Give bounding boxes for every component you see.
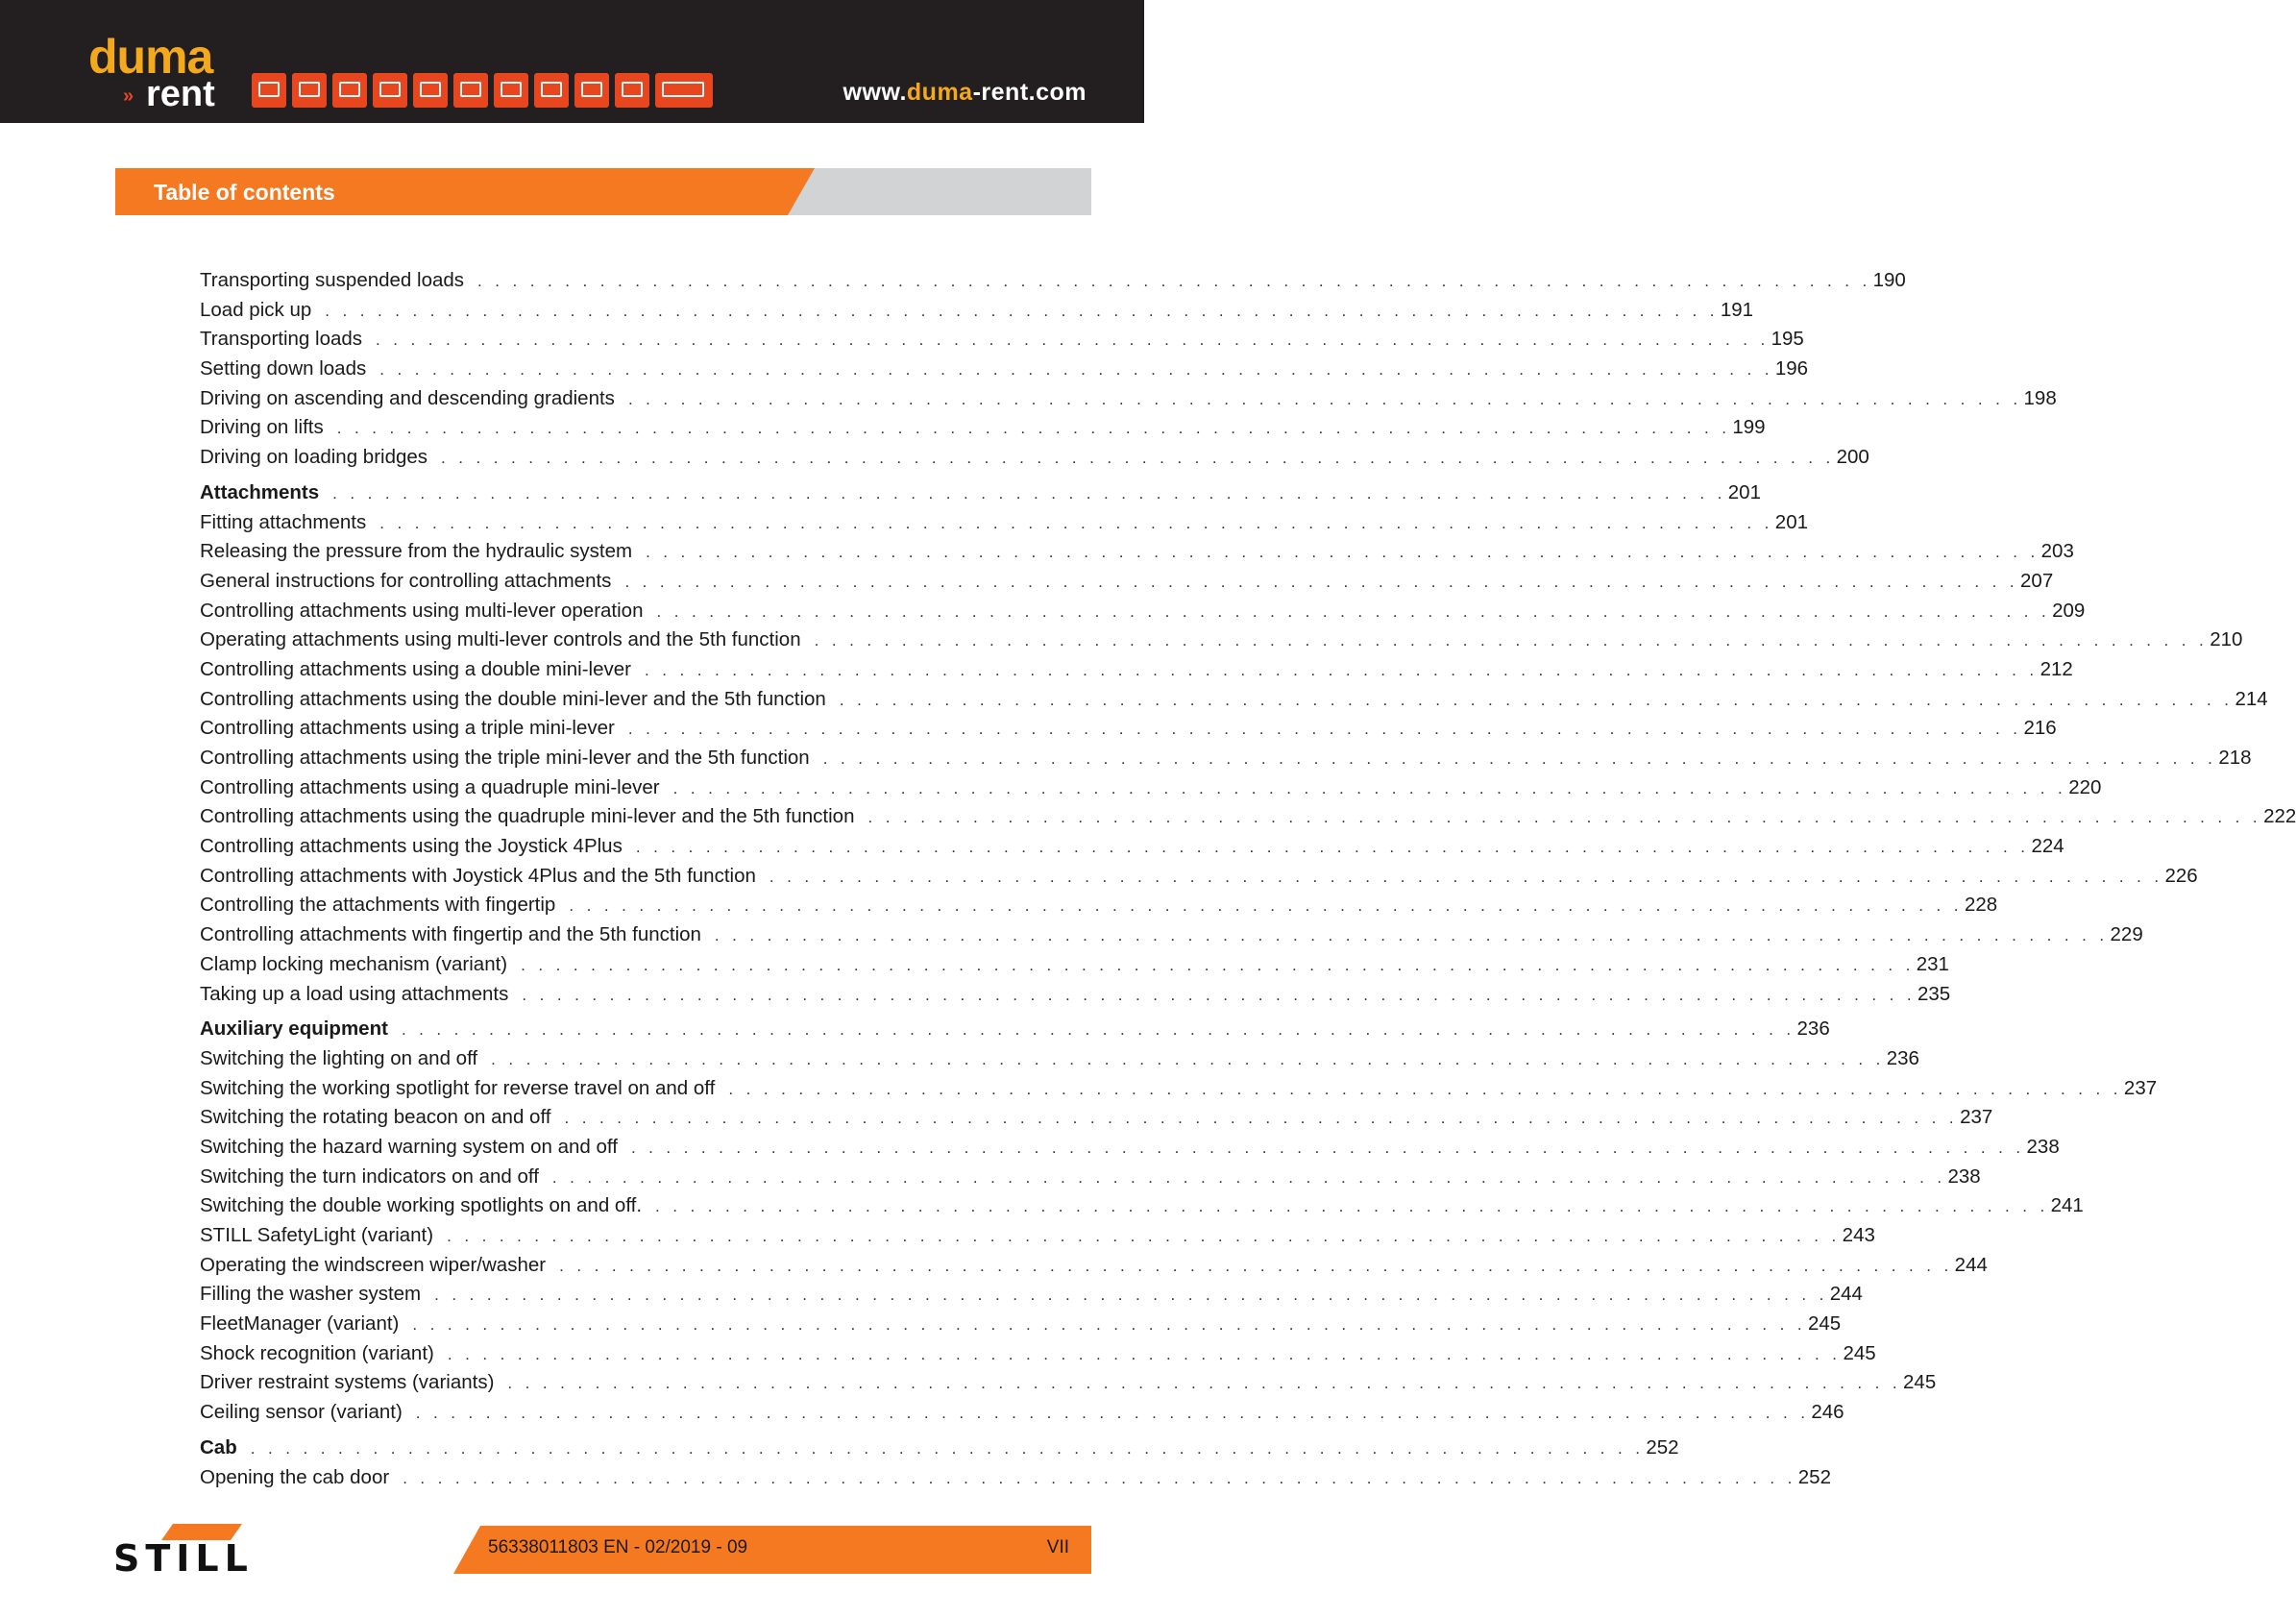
toc-entry[interactable] — [200, 714, 2057, 744]
toc-dot-leader: . . . . . . . . . . . . . . . . . . . . . . . . . . . . . . . . . . . . . . . . . . . . . . . . . . . . . . . . . . . . . . . . . . . . . . . . . . . . . . . . — [441, 449, 1835, 468]
logo-duma-text: duma — [88, 30, 213, 84]
toc-entry-page: 236 — [1796, 1017, 1830, 1041]
document-id: 56338011803 EN - 02/2019 - 09 — [488, 1537, 748, 1557]
toc-dot-leader: . . . . . . . . . . . . . . . . . . . . . . . . . . . . . . . . . . . . . . . . . . . . . . . . . . . . . . . . . . . . . . . . . . . . . . . . . . . . . . . . — [325, 301, 1719, 320]
logo-rent-text: rent — [146, 74, 215, 114]
toc-entry-title: Controlling the attachments with fingertip — [200, 894, 556, 917]
toc-dot-leader: . . . . . . . . . . . . . . . . . . . . . . . . . . . . . . . . . . . . . . . . . . . . . . . . . . . . . . . . . . . . . . . . . . . . . . . . . . . . . . . . — [551, 1167, 1946, 1187]
toc-entry-page: 201 — [1727, 480, 1761, 503]
telehandler-icon — [574, 73, 609, 108]
platform-lift-icon — [494, 73, 528, 108]
sweeper-icon — [453, 73, 488, 108]
toc-entry[interactable] — [200, 597, 2086, 626]
order-picker-icon — [373, 73, 407, 108]
toc-entry-page: 191 — [1720, 298, 1754, 321]
section-banner — [115, 168, 1091, 215]
toc-dot-leader: . . . . . . . . . . . . . . . . . . . . . . . . . . . . . . . . . . . . . . . . . . . . . . . . . . . . . . . . . . . . . . . . . . . . . . . . . . . . . . . . — [630, 1138, 2025, 1157]
toc-entry[interactable] — [200, 1191, 2084, 1221]
toc-entry-title: Switching the working spotlight for reverse travel on and off — [200, 1076, 716, 1099]
toc-entry[interactable] — [200, 685, 2268, 715]
toc-dot-leader: . . . . . . . . . . . . . . . . . . . . . . . . . . . . . . . . . . . . . . . . . . . . . . . . . . . . . . . . . . . . . . . . . . . . . . . . . . . . . . . . — [412, 1315, 1806, 1335]
toc-dot-leader: . . . . . . . . . . . . . . . . . . . . . . . . . . . . . . . . . . . . . . . . . . . . . . . . . . . . . . . . . . . . . . . . . . . . . . . . . . . . . . . . — [522, 985, 1916, 1004]
toc-entry-title: STILL SafetyLight (variant) — [200, 1224, 434, 1246]
tractor-icon — [413, 73, 448, 108]
toc-dot-leader: . . . . . . . . . . . . . . . . . . . . . . . . . . . . . . . . . . . . . . . . . . . . . . . . . . . . . . . . . . . . . . . . . . . . . . . . . . . . . . . . — [564, 1109, 1959, 1128]
still-logo — [113, 1524, 296, 1578]
toc-entry[interactable] — [200, 950, 1949, 980]
toc-entry[interactable] — [200, 413, 1766, 443]
duma-rent-logo[interactable] — [88, 30, 232, 114]
toc-entry-page: 201 — [1774, 510, 1809, 533]
toc-entry-page: 245 — [1903, 1371, 1937, 1394]
toc-entry-page: 244 — [1829, 1283, 1863, 1306]
toc-dot-leader: . . . . . . . . . . . . . . . . . . . . . . . . . . . . . . . . . . . . . . . . . . . . . . . . . . . . . . . . . . . . . . . . . . . . . . . . . . . . . . . . — [434, 1286, 1828, 1305]
toc-entry-title: Fitting attachments — [200, 510, 367, 533]
toc-entry-title: Shock recognition (variant) — [200, 1341, 434, 1364]
toc-entry-title: Driving on ascending and descending gradients — [200, 386, 615, 409]
toc-entry-page: 252 — [1797, 1465, 1831, 1488]
toc-entry[interactable] — [200, 1103, 1993, 1133]
toc-dot-leader: . . . . . . . . . . . . . . . . . . . . . . . . . . . . . . . . . . . . . . . . . . . . . . . . . . . . . . . . . . . . . . . . . . . . . . . . . . . . . . . . — [559, 1256, 1953, 1275]
toc-entry-page: 228 — [1964, 894, 1998, 917]
page-title: Table of contents — [154, 180, 335, 205]
toc-entry-page: 216 — [2023, 717, 2057, 740]
toc-entry-title: Setting down loads — [200, 357, 367, 380]
toc-dot-leader: . . . . . . . . . . . . . . . . . . . . . . . . . . . . . . . . . . . . . . . . . . . . . . . . . . . . . . . . . . . . . . . . . . . . . . . . . . . . . . . . — [415, 1404, 1810, 1423]
toc-dot-leader: . . . . . . . . . . . . . . . . . . . . . . . . . . . . . . . . . . . . . . . . . . . . . . . . . . . . . . . . . . . . . . . . . . . . . . . . . . . . . . . . — [635, 838, 2030, 857]
machine-icon-strip — [252, 73, 713, 108]
toc-entry-title: Switching the rotating beacon on and off — [200, 1106, 551, 1129]
toc-dot-leader: . . . . . . . . . . . . . . . . . . . . . . . . . . . . . . . . . . . . . . . . . . . . . . . . . . . . . . . . . . . . . . . . . . . . . . . . . . . . . . . . — [403, 1468, 1796, 1487]
toc-dot-leader: . . . . . . . . . . . . . . . . . . . . . . . . . . . . . . . . . . . . . . . . . . . . . . . . . . . . . . . . . . . . . . . . . . . . . . . . . . . . . . . . — [491, 1049, 1885, 1068]
table-of-contents — [200, 266, 2296, 1492]
toc-entry-title: Controlling attachments using multi-lever operation — [200, 599, 644, 622]
toc-entry-title: Auxiliary equipment — [200, 1017, 388, 1041]
toc-entry-page: 218 — [2218, 747, 2252, 769]
toc-dot-leader: . . . . . . . . . . . . . . . . . . . . . . . . . . . . . . . . . . . . . . . . . . . . . . . . . . . . . . . . . . . . . . . . . . . . . . . . . . . . . . . . — [769, 867, 2163, 886]
forklift-icon — [252, 73, 286, 108]
toc-entry-page: 196 — [1774, 357, 1809, 380]
toc-entry[interactable] — [200, 1074, 2158, 1104]
toc-dot-leader: . . . . . . . . . . . . . . . . . . . . . . . . . . . . . . . . . . . . . . . . . . . . . . . . . . . . . . . . . . . . . . . . . . . . . . . . . . . . . . . . — [672, 778, 2067, 797]
toc-entry-title: Attachments — [200, 480, 320, 503]
toc-entry[interactable] — [200, 1133, 2060, 1163]
website-url[interactable]: www.duma-rent.com — [843, 79, 1087, 106]
toc-entry-title: Controlling attachments using a quadruple mini-lever — [200, 775, 660, 798]
toc-entry-title: Load pick up — [200, 298, 312, 321]
toc-entry-title: Controlling attachments using the triple mini-lever and the 5th function — [200, 747, 810, 769]
toc-entry[interactable] — [200, 832, 2064, 862]
toc-entry-page: 241 — [2050, 1194, 2084, 1217]
logo-chevron-icon: » — [123, 86, 134, 107]
toc-entry-title: Controlling attachments using a double mini-lever — [200, 657, 631, 680]
toc-entry[interactable] — [200, 744, 2252, 773]
toc-entry-page: 198 — [2023, 386, 2057, 409]
toc-entry-page: 220 — [2068, 775, 2102, 798]
toc-entry-page: 195 — [1771, 328, 1804, 351]
toc-dot-leader: . . . . . . . . . . . . . . . . . . . . . . . . . . . . . . . . . . . . . . . . . . . . . . . . . . . . . . . . . . . . . . . . . . . . . . . . . . . . . . . . — [447, 1344, 1842, 1363]
toc-entry[interactable] — [200, 655, 2073, 685]
toc-entry-title: Controlling attachments using a triple mini-lever — [200, 717, 615, 740]
toc-entry-title: Switching the turn indicators on and off — [200, 1164, 539, 1188]
toc-entry-title: Operating the windscreen wiper/washer — [200, 1253, 547, 1276]
toc-entry-title: Controlling attachments using the double mini-lever and the 5th function — [200, 687, 826, 710]
toc-entry[interactable] — [200, 537, 2074, 567]
toc-entry-page: 210 — [2210, 628, 2243, 651]
toc-entry[interactable] — [200, 1251, 1988, 1281]
toc-entry[interactable] — [200, 802, 2296, 832]
toc-entry-page: 245 — [1807, 1312, 1842, 1336]
toc-entry-page: 244 — [1954, 1253, 1988, 1276]
toc-dot-leader: . . . . . . . . . . . . . . . . . . . . . . . . . . . . . . . . . . . . . . . . . . . . . . . . . . . . . . . . . . . . . . . . . . . . . . . . . . . . . . . . — [250, 1438, 1645, 1458]
toc-entry-title: Taking up a load using attachments — [200, 982, 509, 1005]
pallet-stacker-icon — [332, 73, 367, 108]
toc-entry-title: Controlling attachments with fingertip and the 5th function — [200, 923, 701, 946]
toc-entry-page: 207 — [2020, 569, 2054, 592]
toc-entry-title: Controlling attachments using the Joystick 4Plus — [200, 835, 623, 858]
toc-entry[interactable] — [200, 355, 1809, 384]
toc-entry-title: Releasing the pressure from the hydraulic system — [200, 540, 633, 563]
boom-lift-icon — [615, 73, 649, 108]
toc-entry-page: 226 — [2164, 864, 2198, 887]
toc-entry-page: 229 — [2110, 923, 2143, 946]
toc-entry-page: 245 — [1843, 1341, 1876, 1364]
toc-dot-leader: . . . . . . . . . . . . . . . . . . . . . . . . . . . . . . . . . . . . . . . . . . . . . . . . . . . . . . . . . . . . . . . . . . . . . . . . . . . . . . . . — [814, 631, 2209, 650]
toc-entry-title: General instructions for controlling attachments — [200, 569, 612, 592]
toc-entry[interactable] — [200, 1368, 1937, 1398]
toc-entry-title: Switching the hazard warning system on and off — [200, 1135, 618, 1158]
toc-dot-leader: . . . . . . . . . . . . . . . . . . . . . . . . . . . . . . . . . . . . . . . . . . . . . . . . . . . . . . . . . . . . . . . . . . . . . . . . . . . . . . . . — [728, 1079, 2122, 1098]
page-header — [0, 0, 1144, 123]
toc-dot-leader: . . . . . . . . . . . . . . . . . . . . . . . . . . . . . . . . . . . . . . . . . . . . . . . . . . . . . . . . . . . . . . . . . . . . . . . . . . . . . . . . — [822, 749, 2217, 768]
toc-entry-page: 209 — [2052, 599, 2086, 622]
toc-entry-title: Driver restraint systems (variants) — [200, 1371, 495, 1394]
toc-entry-title: Driving on loading bridges — [200, 446, 428, 469]
toc-entry-title: Filling the washer system — [200, 1283, 422, 1306]
toc-entry-title: Controlling attachments using the quadruple mini-lever and the 5th function — [200, 805, 855, 828]
toc-entry[interactable] — [200, 1163, 1981, 1192]
toc-dot-leader: . . . . . . . . . . . . . . . . . . . . . . . . . . . . . . . . . . . . . . . . . . . . . . . . . . . . . . . . . . . . . . . . . . . . . . . . . . . . . . . . — [644, 660, 2039, 679]
toc-entry-title: Switching the lighting on and off — [200, 1046, 478, 1069]
scissor-lift-icon — [655, 73, 713, 108]
toc-entry-title: Cab — [200, 1435, 237, 1459]
toc-entry-title: Operating attachments using multi-lever controls and the 5th function — [200, 628, 801, 651]
toc-entry[interactable] — [200, 625, 2243, 655]
toc-dot-leader: . . . . . . . . . . . . . . . . . . . . . . . . . . . . . . . . . . . . . . . . . . . . . . . . . . . . . . . . . . . . . . . . . . . . . . . . . . . . . . . . — [627, 720, 2022, 739]
toc-entry[interactable] — [200, 443, 1869, 473]
toc-dot-leader: . . . . . . . . . . . . . . . . . . . . . . . . . . . . . . . . . . . . . . . . . . . . . . . . . . . . . . . . . . . . . . . . . . . . . . . . . . . . . . . . — [507, 1374, 1902, 1393]
toc-entry-page: 238 — [1947, 1164, 1981, 1188]
toc-dot-leader: . . . . . . . . . . . . . . . . . . . . . . . . . . . . . . . . . . . . . . . . . . . . . . . . . . . . . . . . . . . . . . . . . . . . . . . . . . . . . . . . — [376, 331, 1770, 350]
toc-entry-page: 231 — [1916, 952, 1949, 975]
toc-entry[interactable] — [200, 325, 1804, 355]
toc-dot-leader: . . . . . . . . . . . . . . . . . . . . . . . . . . . . . . . . . . . . . . . . . . . . . . . . . . . . . . . . . . . . . . . . . . . . . . . . . . . . . . . . — [379, 360, 1773, 380]
toc-entry[interactable] — [200, 773, 2102, 803]
toc-entry-title: Driving on lifts — [200, 416, 324, 439]
toc-entry-title: FleetManager (variant) — [200, 1312, 400, 1336]
page-number: VII — [1046, 1537, 1069, 1557]
toc-dot-leader: . . . . . . . . . . . . . . . . . . . . . . . . . . . . . . . . . . . . . . . . . . . . . . . . . . . . . . . . . . . . . . . . . . . . . . . . . . . . . . . . — [401, 1020, 1795, 1040]
toc-entry-title: Transporting loads — [200, 328, 363, 351]
toc-entry-title: Switching the double working spotlights on and off. — [200, 1194, 643, 1217]
toc-dot-leader: . . . . . . . . . . . . . . . . . . . . . . . . . . . . . . . . . . . . . . . . . . . . . . . . . . . . . . . . . . . . . . . . . . . . . . . . . . . . . . . . — [627, 389, 2022, 408]
toc-entry-title: Opening the cab door — [200, 1465, 390, 1488]
toc-dot-leader: . . . . . . . . . . . . . . . . . . . . . . . . . . . . . . . . . . . . . . . . . . . . . . . . . . . . . . . . . . . . . . . . . . . . . . . . . . . . . . . . — [447, 1227, 1841, 1245]
toc-entry[interactable] — [200, 266, 1906, 296]
toc-entry-page: 237 — [2123, 1076, 2158, 1099]
toc-entry[interactable] — [200, 1463, 1831, 1493]
toc-entry[interactable] — [200, 1339, 1876, 1369]
toc-dot-leader: . . . . . . . . . . . . . . . . . . . . . . . . . . . . . . . . . . . . . . . . . . . . . . . . . . . . . . . . . . . . . . . . . . . . . . . . . . . . . . . . — [839, 690, 2234, 709]
toc-entry[interactable] — [200, 384, 2057, 414]
toc-dot-leader: . . . . . . . . . . . . . . . . . . . . . . . . . . . . . . . . . . . . . . . . . . . . . . . . . . . . . . . . . . . . . . . . . . . . . . . . . . . . . . . . — [867, 808, 2262, 827]
toc-entry-title: Ceiling sensor (variant) — [200, 1401, 403, 1424]
toc-dot-leader: . . . . . . . . . . . . . . . . . . . . . . . . . . . . . . . . . . . . . . . . . . . . . . . . . . . . . . . . . . . . . . . . . . . . . . . . . . . . . . . . — [332, 483, 1726, 503]
toc-entry-page: 246 — [1811, 1401, 1844, 1424]
toc-entry[interactable] — [200, 1044, 1919, 1074]
reach-truck-icon — [292, 73, 327, 108]
toc-entry-page: 236 — [1886, 1046, 1919, 1069]
toc-entry-page: 222 — [2263, 805, 2296, 828]
toc-entry[interactable] — [200, 1280, 1863, 1310]
toc-entry[interactable] — [200, 1221, 1875, 1251]
toc-dot-leader: . . . . . . . . . . . . . . . . . . . . . . . . . . . . . . . . . . . . . . . . . . . . . . . . . . . . . . . . . . . . . . . . . . . . . . . . . . . . . . . . — [646, 543, 2040, 562]
toc-entry[interactable] — [200, 920, 2143, 950]
toc-dot-leader: . . . . . . . . . . . . . . . . . . . . . . . . . . . . . . . . . . . . . . . . . . . . . . . . . . . . . . . . . . . . . . . . . . . . . . . . . . . . . . . . — [714, 926, 2109, 945]
toc-entry[interactable] — [200, 1310, 1842, 1339]
toc-entry[interactable] — [200, 862, 2198, 892]
still-logo-text: STILL — [113, 1537, 254, 1580]
toc-entry-page: 212 — [2040, 657, 2073, 680]
toc-entry-title: Controlling attachments with Joystick 4Plus and the 5th function — [200, 864, 756, 887]
toc-section-heading[interactable] — [200, 1015, 1830, 1044]
toc-entry-page: 203 — [2040, 540, 2074, 563]
toc-dot-leader: . . . . . . . . . . . . . . . . . . . . . . . . . . . . . . . . . . . . . . . . . . . . . . . . . . . . . . . . . . . . . . . . . . . . . . . . . . . . . . . . — [655, 1197, 2049, 1216]
toc-dot-leader: . . . . . . . . . . . . . . . . . . . . . . . . . . . . . . . . . . . . . . . . . . . . . . . . . . . . . . . . . . . . . . . . . . . . . . . . . . . . . . . . — [477, 272, 1871, 290]
toc-entry[interactable] — [200, 1398, 1844, 1428]
toc-entry-title: Transporting suspended loads — [200, 269, 465, 291]
toc-entry-page: 237 — [1960, 1106, 1993, 1129]
toc-dot-leader: . . . . . . . . . . . . . . . . . . . . . . . . . . . . . . . . . . . . . . . . . . . . . . . . . . . . . . . . . . . . . . . . . . . . . . . . . . . . . . . . — [569, 896, 1963, 916]
toc-entry-page: 214 — [2235, 687, 2268, 710]
toc-entry-page: 243 — [1842, 1224, 1875, 1246]
toc-section-heading[interactable] — [200, 478, 1761, 508]
toc-entry[interactable] — [200, 567, 2054, 597]
toc-entry[interactable] — [200, 891, 1998, 920]
toc-dot-leader: . . . . . . . . . . . . . . . . . . . . . . . . . . . . . . . . . . . . . . . . . . . . . . . . . . . . . . . . . . . . . . . . . . . . . . . . . . . . . . . . — [379, 513, 1773, 532]
toc-entry-page: 252 — [1646, 1435, 1679, 1459]
toc-dot-leader: . . . . . . . . . . . . . . . . . . . . . . . . . . . . . . . . . . . . . . . . . . . . . . . . . . . . . . . . . . . . . . . . . . . . . . . . . . . . . . . . — [624, 572, 2019, 591]
excavator-icon — [534, 73, 569, 108]
toc-entry-page: 235 — [1917, 982, 1951, 1005]
toc-entry[interactable] — [200, 980, 1951, 1010]
toc-dot-leader: . . . . . . . . . . . . . . . . . . . . . . . . . . . . . . . . . . . . . . . . . . . . . . . . . . . . . . . . . . . . . . . . . . . . . . . . . . . . . . . . — [656, 601, 2051, 621]
toc-section-heading[interactable] — [200, 1434, 1679, 1463]
toc-entry-page: 200 — [1836, 446, 1869, 469]
toc-entry[interactable] — [200, 508, 1809, 538]
toc-dot-leader: . . . . . . . . . . . . . . . . . . . . . . . . . . . . . . . . . . . . . . . . . . . . . . . . . . . . . . . . . . . . . . . . . . . . . . . . . . . . . . . . — [521, 955, 1915, 974]
toc-entry-title: Clamp locking mechanism (variant) — [200, 952, 508, 975]
toc-entry-page: 238 — [2026, 1135, 2060, 1158]
toc-entry[interactable] — [200, 296, 1754, 326]
toc-dot-leader: . . . . . . . . . . . . . . . . . . . . . . . . . . . . . . . . . . . . . . . . . . . . . . . . . . . . . . . . . . . . . . . . . . . . . . . . . . . . . . . . — [336, 419, 1731, 438]
toc-entry-page: 190 — [1872, 269, 1906, 291]
toc-entry-page: 199 — [1732, 416, 1766, 439]
toc-entry-page: 224 — [2031, 835, 2064, 858]
